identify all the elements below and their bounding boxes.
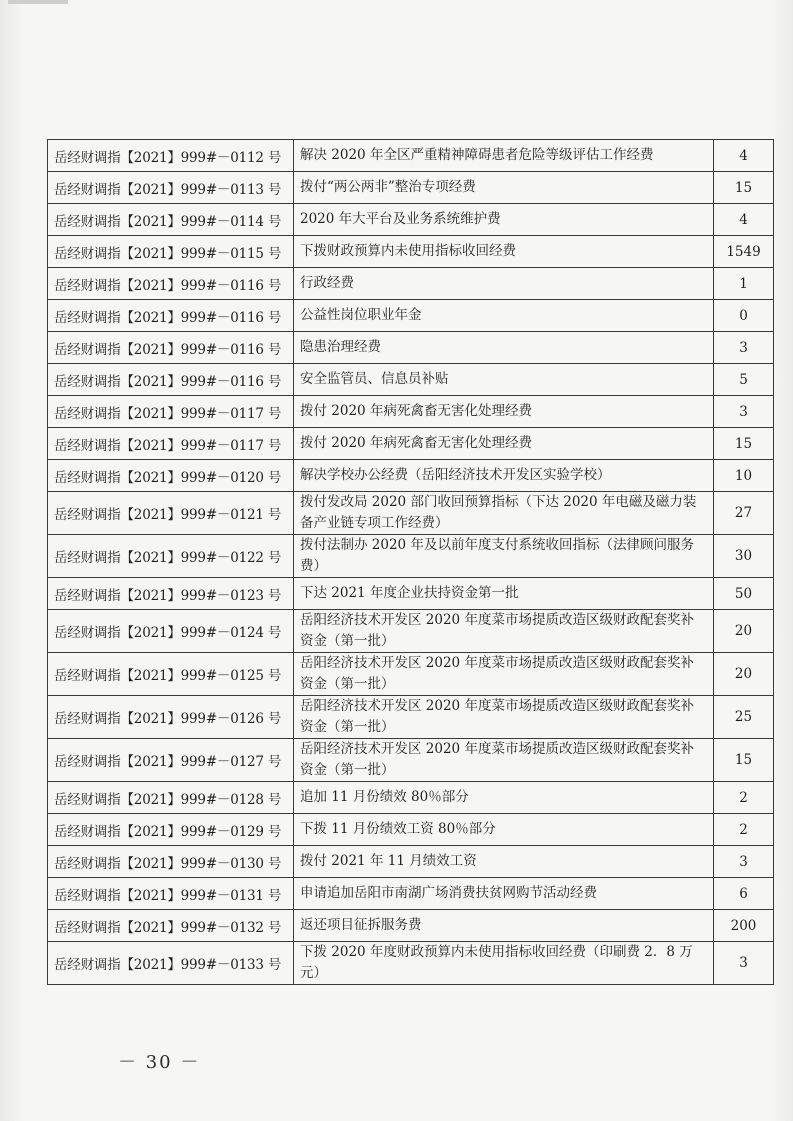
doc-number-cell: 岳经财调指【2021】999#－0126 号 [48, 696, 294, 739]
description-cell: 下拨财政预算内未使用指标收回经费 [294, 236, 714, 268]
table-row [48, 846, 774, 878]
doc-number-cell: 岳经财调指【2021】999#－0120 号 [48, 460, 294, 492]
funding-table [47, 139, 774, 985]
description-cell: 拨付发改局 2020 部门收回预算指标（下达 2020 年电磁及磁力装备产业链专项工作经费） [294, 492, 714, 535]
table-row [48, 428, 774, 460]
description-cell: 安全监管员、信息员补贴 [294, 364, 714, 396]
doc-number-cell: 岳经财调指【2021】999#－0127 号 [48, 739, 294, 782]
description-cell: 申请追加岳阳市南湖广场消费扶贫网购节活动经费 [294, 878, 714, 910]
description-cell: 返还项目征拆服务费 [294, 910, 714, 942]
table-row [48, 782, 774, 814]
amount-cell: 15 [714, 428, 774, 460]
doc-number-cell: 岳经财调指【2021】999#－0122 号 [48, 535, 294, 578]
amount-cell: 3 [714, 396, 774, 428]
amount-cell: 0 [714, 300, 774, 332]
table-row [48, 364, 774, 396]
amount-cell: 3 [714, 846, 774, 878]
table-row [48, 653, 774, 696]
description-cell: 下达 2021 年度企业扶持资金第一批 [294, 578, 714, 610]
table-row [48, 300, 774, 332]
amount-cell: 25 [714, 696, 774, 739]
doc-number-cell: 岳经财调指【2021】999#－0124 号 [48, 610, 294, 653]
table-row [48, 460, 774, 492]
table-row [48, 535, 774, 578]
amount-cell: 50 [714, 578, 774, 610]
amount-cell: 30 [714, 535, 774, 578]
description-cell: 拨付 2020 年病死禽畜无害化处理经费 [294, 428, 714, 460]
description-cell: 行政经费 [294, 268, 714, 300]
doc-number-cell: 岳经财调指【2021】999#－0133 号 [48, 942, 294, 985]
doc-number-cell: 岳经财调指【2021】999#－0112 号 [48, 140, 294, 172]
table-row [48, 942, 774, 985]
doc-number-cell: 岳经财调指【2021】999#－0116 号 [48, 300, 294, 332]
table-row [48, 204, 774, 236]
doc-number-cell: 岳经财调指【2021】999#－0132 号 [48, 910, 294, 942]
description-cell: 拨付“两公两非”整治专项经费 [294, 172, 714, 204]
description-cell: 追加 11 月份绩效 80％部分 [294, 782, 714, 814]
table-row [48, 492, 774, 535]
doc-number-cell: 岳经财调指【2021】999#－0116 号 [48, 332, 294, 364]
description-cell: 岳阳经济技术开发区 2020 年度菜市场提质改造区级财政配套奖补资金（第一批） [294, 696, 714, 739]
amount-cell: 15 [714, 739, 774, 782]
doc-number-cell: 岳经财调指【2021】999#－0123 号 [48, 578, 294, 610]
table-row [48, 396, 774, 428]
doc-number-cell: 岳经财调指【2021】999#－0116 号 [48, 364, 294, 396]
amount-cell: 15 [714, 172, 774, 204]
description-cell: 解决学校办公经费（岳阳经济技术开发区实验学校） [294, 460, 714, 492]
description-cell: 2020 年大平台及业务系统维护费 [294, 204, 714, 236]
page-number: － 30 － [118, 1052, 201, 1073]
description-cell: 岳阳经济技术开发区 2020 年度菜市场提质改造区级财政配套奖补资金（第一批） [294, 610, 714, 653]
description-cell: 下拨 2020 年度财政预算内未使用指标收回经费（印刷费 2．8 万元） [294, 942, 714, 985]
scan-mark [8, 0, 68, 4]
amount-cell: 1 [714, 268, 774, 300]
amount-cell: 3 [714, 942, 774, 985]
doc-number-cell: 岳经财调指【2021】999#－0129 号 [48, 814, 294, 846]
amount-cell: 4 [714, 204, 774, 236]
amount-cell: 5 [714, 364, 774, 396]
description-cell: 拨付法制办 2020 年及以前年度支付系统收回指标（法律顾问服务费） [294, 535, 714, 578]
description-cell: 岳阳经济技术开发区 2020 年度菜市场提质改造区级财政配套奖补资金（第一批） [294, 653, 714, 696]
amount-cell: 20 [714, 653, 774, 696]
table-row [48, 578, 774, 610]
doc-number-cell: 岳经财调指【2021】999#－0117 号 [48, 396, 294, 428]
doc-number-cell: 岳经财调指【2021】999#－0121 号 [48, 492, 294, 535]
table-row [48, 696, 774, 739]
description-cell: 拨付 2021 年 11 月绩效工资 [294, 846, 714, 878]
table-row [48, 739, 774, 782]
description-cell: 公益性岗位职业年金 [294, 300, 714, 332]
table-row [48, 332, 774, 364]
doc-number-cell: 岳经财调指【2021】999#－0130 号 [48, 846, 294, 878]
amount-cell: 20 [714, 610, 774, 653]
table-row [48, 140, 774, 172]
table-row [48, 610, 774, 653]
doc-number-cell: 岳经财调指【2021】999#－0128 号 [48, 782, 294, 814]
amount-cell: 6 [714, 878, 774, 910]
description-cell: 岳阳经济技术开发区 2020 年度菜市场提质改造区级财政配套奖补资金（第一批） [294, 739, 714, 782]
amount-cell: 27 [714, 492, 774, 535]
amount-cell: 10 [714, 460, 774, 492]
amount-cell: 2 [714, 782, 774, 814]
doc-number-cell: 岳经财调指【2021】999#－0117 号 [48, 428, 294, 460]
table-row [48, 910, 774, 942]
description-cell: 隐患治理经费 [294, 332, 714, 364]
doc-number-cell: 岳经财调指【2021】999#－0116 号 [48, 268, 294, 300]
description-cell: 拨付 2020 年病死禽畜无害化处理经费 [294, 396, 714, 428]
table-row [48, 172, 774, 204]
amount-cell: 1549 [714, 236, 774, 268]
doc-number-cell: 岳经财调指【2021】999#－0113 号 [48, 172, 294, 204]
amount-cell: 2 [714, 814, 774, 846]
amount-cell: 200 [714, 910, 774, 942]
table-row [48, 236, 774, 268]
doc-number-cell: 岳经财调指【2021】999#－0115 号 [48, 236, 294, 268]
doc-number-cell: 岳经财调指【2021】999#－0131 号 [48, 878, 294, 910]
doc-number-cell: 岳经财调指【2021】999#－0114 号 [48, 204, 294, 236]
description-cell: 下拨 11 月份绩效工资 80％部分 [294, 814, 714, 846]
doc-number-cell: 岳经财调指【2021】999#－0125 号 [48, 653, 294, 696]
amount-cell: 4 [714, 140, 774, 172]
table-row [48, 268, 774, 300]
description-cell: 解决 2020 年全区严重精神障碍患者危险等级评估工作经费 [294, 140, 714, 172]
table-row [48, 814, 774, 846]
amount-cell: 3 [714, 332, 774, 364]
table-row [48, 878, 774, 910]
